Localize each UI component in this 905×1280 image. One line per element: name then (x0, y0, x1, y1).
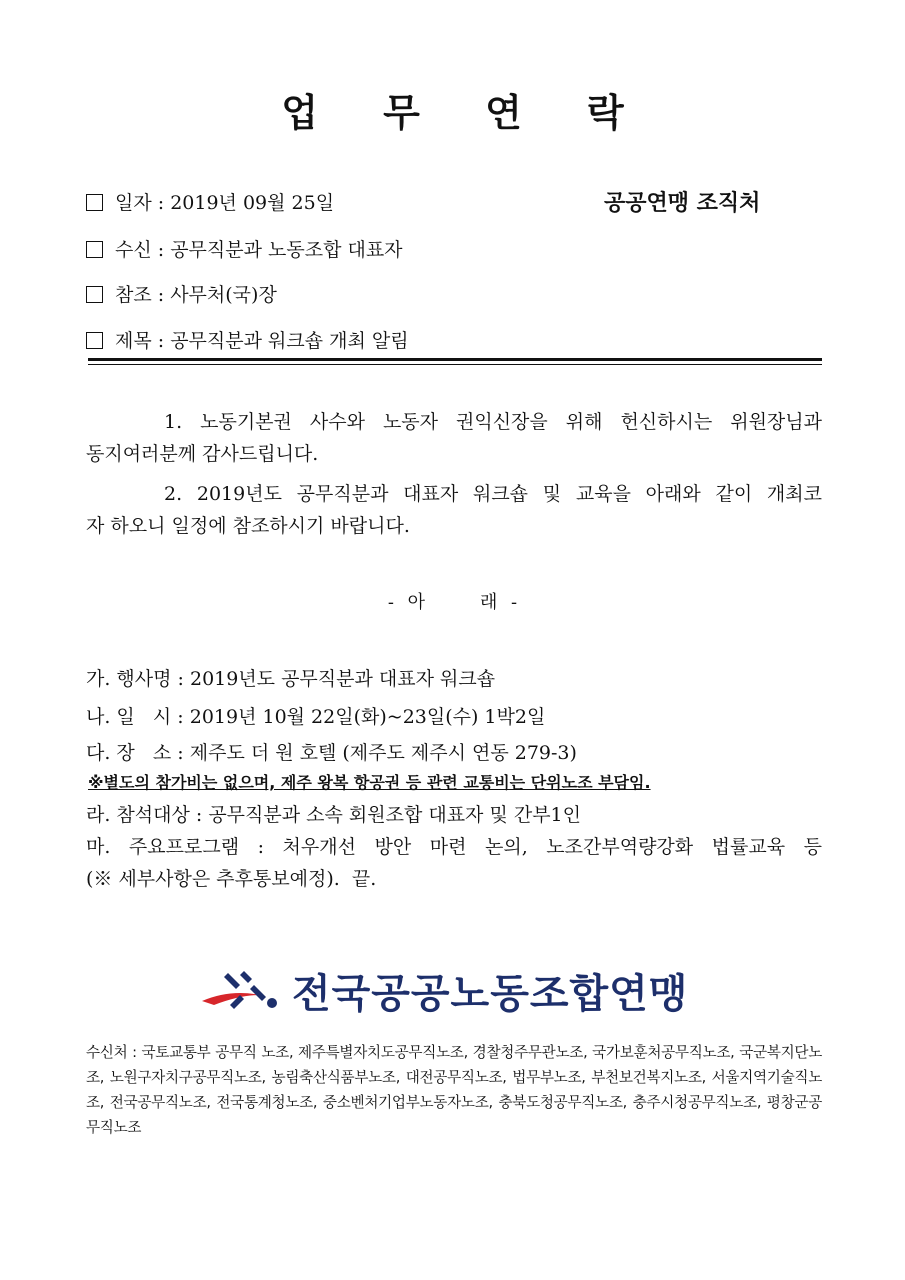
meta-reference-row: 참조 : 사무처(국)장 (86, 281, 277, 309)
checkbox-icon (86, 332, 103, 349)
paragraph-1-line-2: 동지여러분께 감사드립니다. (86, 443, 319, 465)
document-title: 업 무 연 락 (281, 90, 650, 135)
cost-notice: ※별도의 참가비는 없으며, 제주 왕복 항공권 등 관련 교통비는 단위노조 부담임. (88, 773, 651, 792)
checkbox-icon (86, 286, 103, 303)
item-date: 나. 일 시 : 2019년 10월 22일(화)~23일(수) 1박2일 (86, 706, 546, 728)
federation-name: 전국공공노동조합연맹 (292, 970, 689, 1017)
checkbox-icon (86, 194, 103, 211)
paragraph-2-line-2: 자 하오니 일정에 참조하시기 바랍니다. (86, 515, 410, 537)
checkbox-icon (86, 241, 103, 258)
paragraph-2 (86, 478, 822, 542)
meta-reference-value: 사무처(국)장 (170, 284, 277, 306)
item-program-note: (※ 세부사항은 추후통보예정). 끝. (86, 868, 377, 890)
paragraph-1-line-1: 1. 노동기본권 사수와 노동자 권익신장을 위해 헌신하시는 위원장님과 (164, 411, 822, 433)
meta-date-label: 일자 (115, 192, 152, 214)
below-heading: - 아 래 - (387, 592, 518, 613)
sender: 공공연맹 조직처 (604, 190, 761, 216)
header-divider-thin (88, 364, 822, 365)
item-venue: 다. 장 소 : 제주도 더 원 호텔 (제주도 제주시 연동 279-3) (86, 742, 577, 764)
meta-recipient-row: 수신 : 공무직분과 노동조합 대표자 (86, 236, 403, 264)
paragraph-2-line-1: 2. 2019년도 공무직분과 대표자 워크숍 및 교육을 아래와 같이 개최코 (164, 483, 822, 505)
meta-subject-label: 제목 (115, 330, 152, 352)
meta-date-value: 2019년 09월 25일 (170, 192, 335, 214)
header-divider-thick (88, 358, 822, 361)
federation-logo (200, 960, 688, 1020)
meta-reference-label: 참조 (115, 284, 152, 306)
item-event-name: 가. 행사명 : 2019년도 공무직분과 대표자 워크숍 (86, 668, 496, 690)
meta-subject-value: 공무직분과 워크숍 개최 알림 (170, 330, 409, 352)
item-program: 마. 주요프로그램 : 처우개선 방안 마련 논의, 노조간부역량강화 법률교육 등 (86, 836, 822, 858)
meta-recipient-value: 공무직분과 노동조합 대표자 (170, 239, 403, 261)
federation-emblem-icon (200, 965, 286, 1015)
meta-recipient-label: 수신 (115, 239, 152, 261)
paragraph-1 (86, 406, 822, 470)
recipient-list: 수신처 : 국토교통부 공무직 노조, 제주특별자치도공무직노조, 경찰청주무관노조, 국가보훈처공무직노조, 국군복지단노조, 노원구자치구공무직노조, 농림축산식품부노조, 대전공무직노조, 법무부노조, 부천보건복지노조, 서울지역기술직노조, 전국공무직노조, 전국통계청노조, 중소벤처기업부노동자노조, 충북도청공무직노조, 충주시청공무직노조, 평창군공무직노조 (86, 1044, 822, 1136)
meta-date-row: 일자 : 2019년 09월 25일 (86, 189, 334, 217)
item-attendees: 라. 참석대상 : 공무직분과 소속 회원조합 대표자 및 간부1인 (86, 804, 581, 826)
meta-subject-row: 제목 : 공무직분과 워크숍 개최 알림 (86, 327, 409, 355)
